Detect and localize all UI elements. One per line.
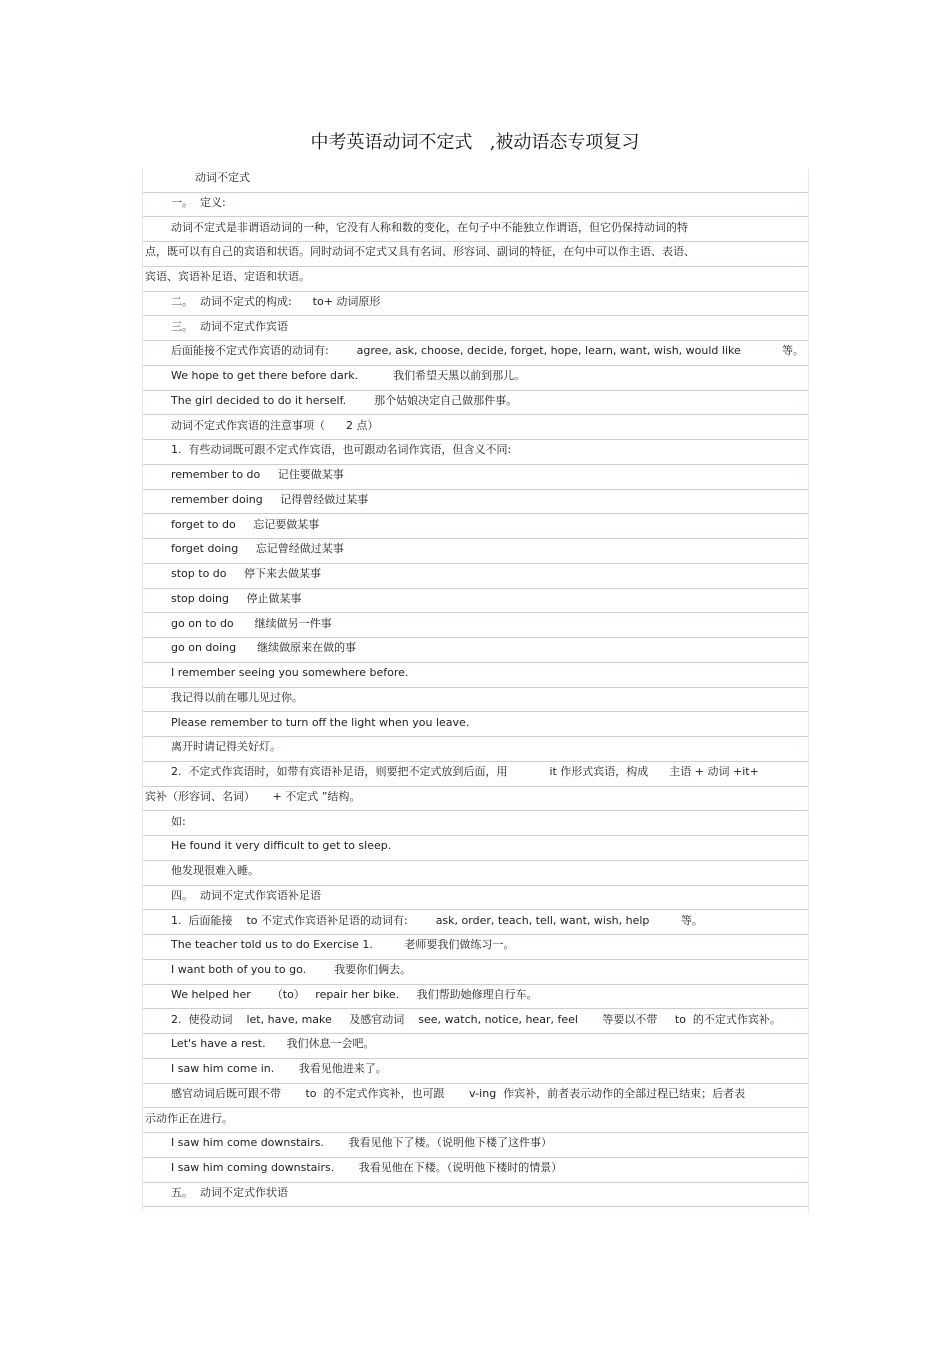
line-text: 离开时请记得关好灯。: [171, 740, 281, 754]
line-text: I saw him coming downstairs. 我看见他在下楼。（说明他下楼时的情景）: [171, 1161, 563, 1174]
text-line: [143, 341, 808, 366]
document-body: [142, 168, 809, 1213]
text-line: [143, 1133, 808, 1158]
text-line: [143, 762, 808, 787]
line-text: The teacher told us to do Exercise 1. 老师要我们做练习一。: [171, 938, 515, 952]
text-line: [143, 1059, 808, 1084]
text-line: [143, 861, 808, 886]
line-text: go on to do 继续做另一件事: [171, 616, 332, 630]
line-text: stop to do 停下来去做某事: [171, 567, 321, 580]
line-text: 示动作正在进行。: [145, 1111, 233, 1125]
text-line: [143, 737, 808, 762]
text-line: [143, 886, 808, 911]
line-text: 2. 使役动词 let, have, make 及感官动词 see, watch, notice, hear, feel 等要以不带 to 的不定式作宾补。: [171, 1012, 781, 1026]
text-line: [143, 366, 808, 391]
line-text: Let's have a rest. 我们休息一会吧。: [171, 1037, 375, 1051]
text-line: [143, 218, 808, 243]
line-text: I remember seeing you somewhere before.: [171, 666, 409, 679]
text-line: [143, 688, 808, 713]
text-line: [143, 1183, 808, 1208]
line-text: 宾语、宾语补足语、定语和状语。: [145, 270, 310, 283]
text-line: [143, 812, 808, 837]
line-text: remember to do 记住要做某事: [171, 468, 344, 481]
line-text: 一。 定义:: [171, 195, 226, 209]
line-text: Please remember to turn off the light when you leave.: [171, 715, 470, 729]
line-text: 动词不定式: [195, 171, 250, 184]
line-text: We hope to get there before dark. 我们希望天黑以前到那儿。: [171, 369, 526, 382]
line-tail-text: 等。: [782, 344, 804, 358]
text-line: [143, 638, 808, 663]
line-text: 三。 动词不定式作宾语: [171, 319, 288, 333]
line-text: He found it very difficult to get to sleep.: [171, 839, 392, 853]
text-line: [143, 1010, 808, 1035]
text-line: [143, 985, 808, 1010]
text-line: [143, 589, 808, 614]
line-text: 我记得以前在哪儿见过你。: [171, 690, 303, 704]
text-line: [143, 614, 808, 639]
text-line: [143, 515, 808, 540]
line-text: 四。 动词不定式作宾语补足语: [171, 888, 321, 902]
page-title: 中考英语动词不定式 ,被动语态专项复习: [310, 132, 640, 153]
text-line: [143, 317, 808, 342]
line-text: I want both of you to go. 我要你们俩去。: [171, 963, 412, 976]
text-line: [143, 168, 808, 193]
text-line: [143, 440, 808, 465]
line-text: 点，既可以有自己的宾语和状语。同时动词不定式又具有名词、形容词、副词的特征，在句中可以作主语、表语、: [145, 245, 695, 259]
line-text: stop doing 停止做某事: [171, 591, 302, 605]
text-line: [143, 292, 808, 317]
text-line: [143, 564, 808, 589]
text-line: [143, 836, 808, 861]
text-line: [143, 960, 808, 985]
line-text: 五。 动词不定式作状语: [171, 1185, 288, 1199]
text-line: [143, 935, 808, 960]
line-text: go on doing 继续做原来在做的事: [171, 641, 357, 655]
line-text: 感官动词后既可跟不带 to 的不定式作宾补，也可跟 v-ing 作宾补，前者表示动作的全部过程已结束；后者表: [171, 1086, 746, 1100]
line-text: The girl decided to do it herself. 那个姑娘决定自己做那件事。: [171, 393, 518, 407]
text-line: [143, 416, 808, 441]
text-line: [143, 391, 808, 416]
line-text: forget doing 忘记曾经做过某事: [171, 542, 344, 556]
line-text: 1. 有些动词既可跟不定式作宾语，也可跟动名词作宾语，但含义不同:: [171, 443, 512, 457]
line-text: 二。 动词不定式的构成: to+ 动词原形: [171, 294, 381, 308]
line-text: 1. 后面能接 to 不定式作宾语补足语的动词有: ask, order, teach, tell, want, wish, help 等。: [171, 913, 703, 927]
line-text: 如:: [171, 814, 186, 828]
text-line: [143, 465, 808, 490]
line-text: 动词不定式是非谓语动词的一种，它没有人称和数的变化，在句子中不能独立作谓语，但它仍保持动词的特: [171, 220, 688, 234]
line-text: I saw him come downstairs. 我看见他下了楼。（说明他下楼了这件事）: [171, 1136, 552, 1150]
text-line: [143, 713, 808, 738]
text-line: [143, 267, 808, 292]
line-text: forget to do 忘记要做某事: [171, 517, 320, 531]
line-text: 宾补（形容词、名词） + 不定式 ”结构。: [145, 789, 361, 803]
text-line: [143, 663, 808, 688]
text-line: [143, 787, 808, 812]
line-text: 后面能接不定式作宾语的动词有: agree, ask, choose, decide, forget, hope, learn, want, wish, would like: [171, 344, 741, 358]
line-text: remember doing 记得曾经做过某事: [171, 492, 369, 506]
text-line: [143, 490, 808, 515]
text-line: [143, 1084, 808, 1109]
text-line: [143, 1034, 808, 1059]
text-line: [143, 539, 808, 564]
text-line: [143, 911, 808, 936]
text-line: [143, 242, 808, 267]
line-text: 动词不定式作宾语的注意事项（ 2 点）: [171, 418, 379, 432]
text-line: [143, 1158, 808, 1183]
line-text: 2. 不定式作宾语时，如带有宾语补足语，则要把不定式放到后面，用 it 作形式宾语，构成 主语 + 动词 +it+: [171, 765, 759, 778]
line-text: I saw him come in. 我看见他进来了。: [171, 1062, 387, 1075]
line-text: We helped her （to） repair her bike. 我们帮助她修理自行车。: [171, 987, 538, 1001]
text-line: [143, 193, 808, 218]
text-line: [143, 1109, 808, 1134]
line-text: 他发现很难入睡。: [171, 864, 259, 877]
